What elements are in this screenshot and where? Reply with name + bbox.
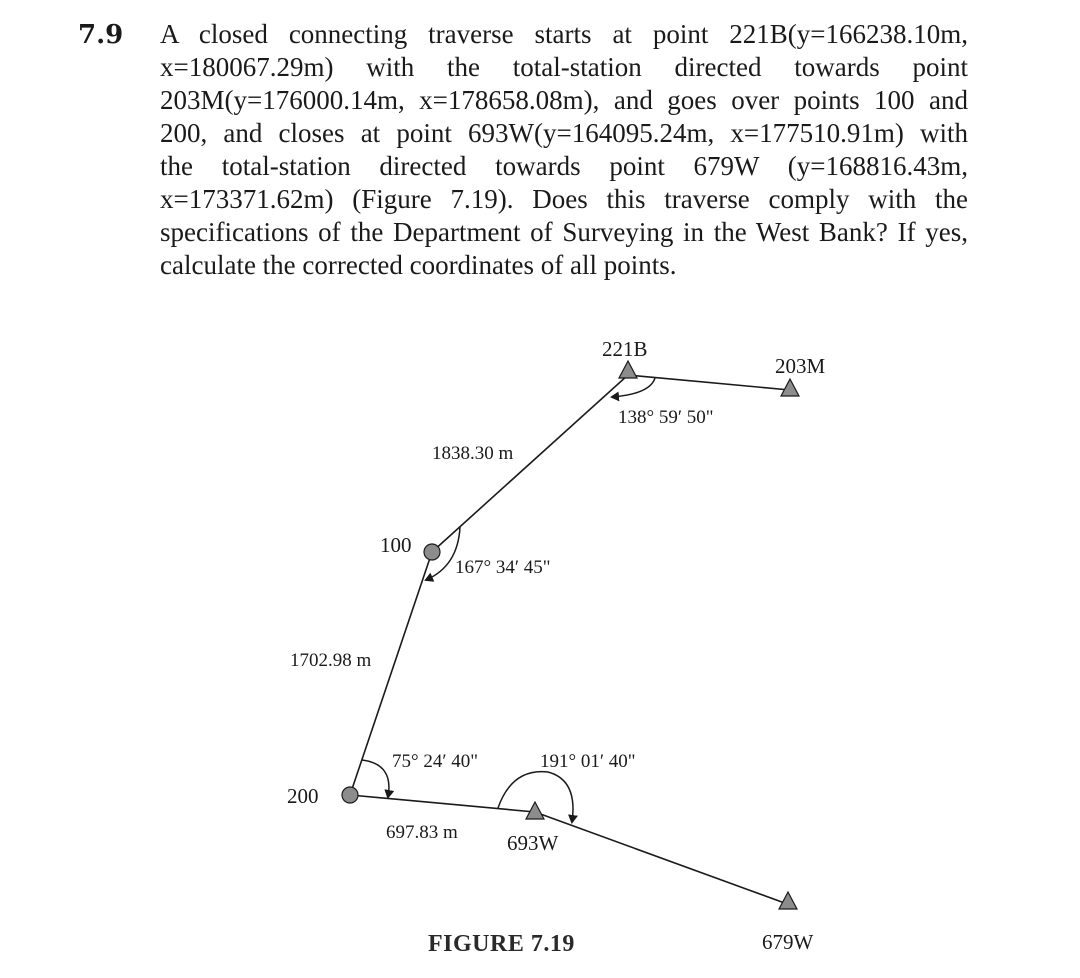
point-label-200: 200 <box>287 784 319 808</box>
angle-label-693W: 191° 01′ 40" <box>540 751 636 772</box>
point-label-679W: 679W <box>762 930 814 954</box>
point-label-100: 100 <box>380 533 412 557</box>
figure-caption: FIGURE 7.19 <box>428 931 575 957</box>
station-marker-100 <box>424 544 440 560</box>
statement-line: 203M(y=176000.14m, x=178658.08m), and goes over points 100 and <box>160 85 968 115</box>
angle-arc-200 <box>362 760 389 797</box>
station-marker-200 <box>342 787 358 803</box>
statement-line: 200, and closes at point 693W(y=164095.24m, x=177510.91m) with <box>160 118 968 148</box>
station-marker-221B <box>619 361 637 378</box>
distance-221B-100: 1838.30 m <box>432 443 514 464</box>
statement-line: x=173371.62m) (Figure 7.19). Does this traverse comply with the <box>160 184 968 214</box>
line-200-693W <box>350 795 535 812</box>
distance-100-200: 1702.98 m <box>290 650 372 671</box>
statement-line: specifications of the Department of Surveying in the West Bank? If yes, <box>160 217 968 247</box>
statement-line: x=180067.29m) with the total-station directed towards point <box>160 52 968 82</box>
angle-label-221B: 138° 59′ 50" <box>618 407 714 428</box>
statement-line: A closed connecting traverse starts at point 221B(y=166238.10m, <box>160 19 968 49</box>
problem-number: 7.9 <box>78 20 124 50</box>
point-label-203M: 203M <box>775 354 826 378</box>
point-label-221B: 221B <box>602 337 648 361</box>
statement-line: the total-station directed towards point 679W (y=168816.43m, <box>160 151 968 181</box>
distance-200-693W: 697.83 m <box>386 822 458 843</box>
statement-line: calculate the corrected coordinates of all points. <box>160 250 677 280</box>
angle-label-200: 75° 24′ 40" <box>392 751 479 772</box>
station-marker-693W <box>526 802 544 819</box>
angle-label-100: 167° 34′ 45" <box>455 557 551 578</box>
station-marker-203M <box>781 379 799 396</box>
station-marker-679W <box>779 892 797 909</box>
line-693W-679W <box>535 812 790 905</box>
point-label-693W: 693W <box>507 831 559 855</box>
angle-arc-221B <box>612 378 655 397</box>
